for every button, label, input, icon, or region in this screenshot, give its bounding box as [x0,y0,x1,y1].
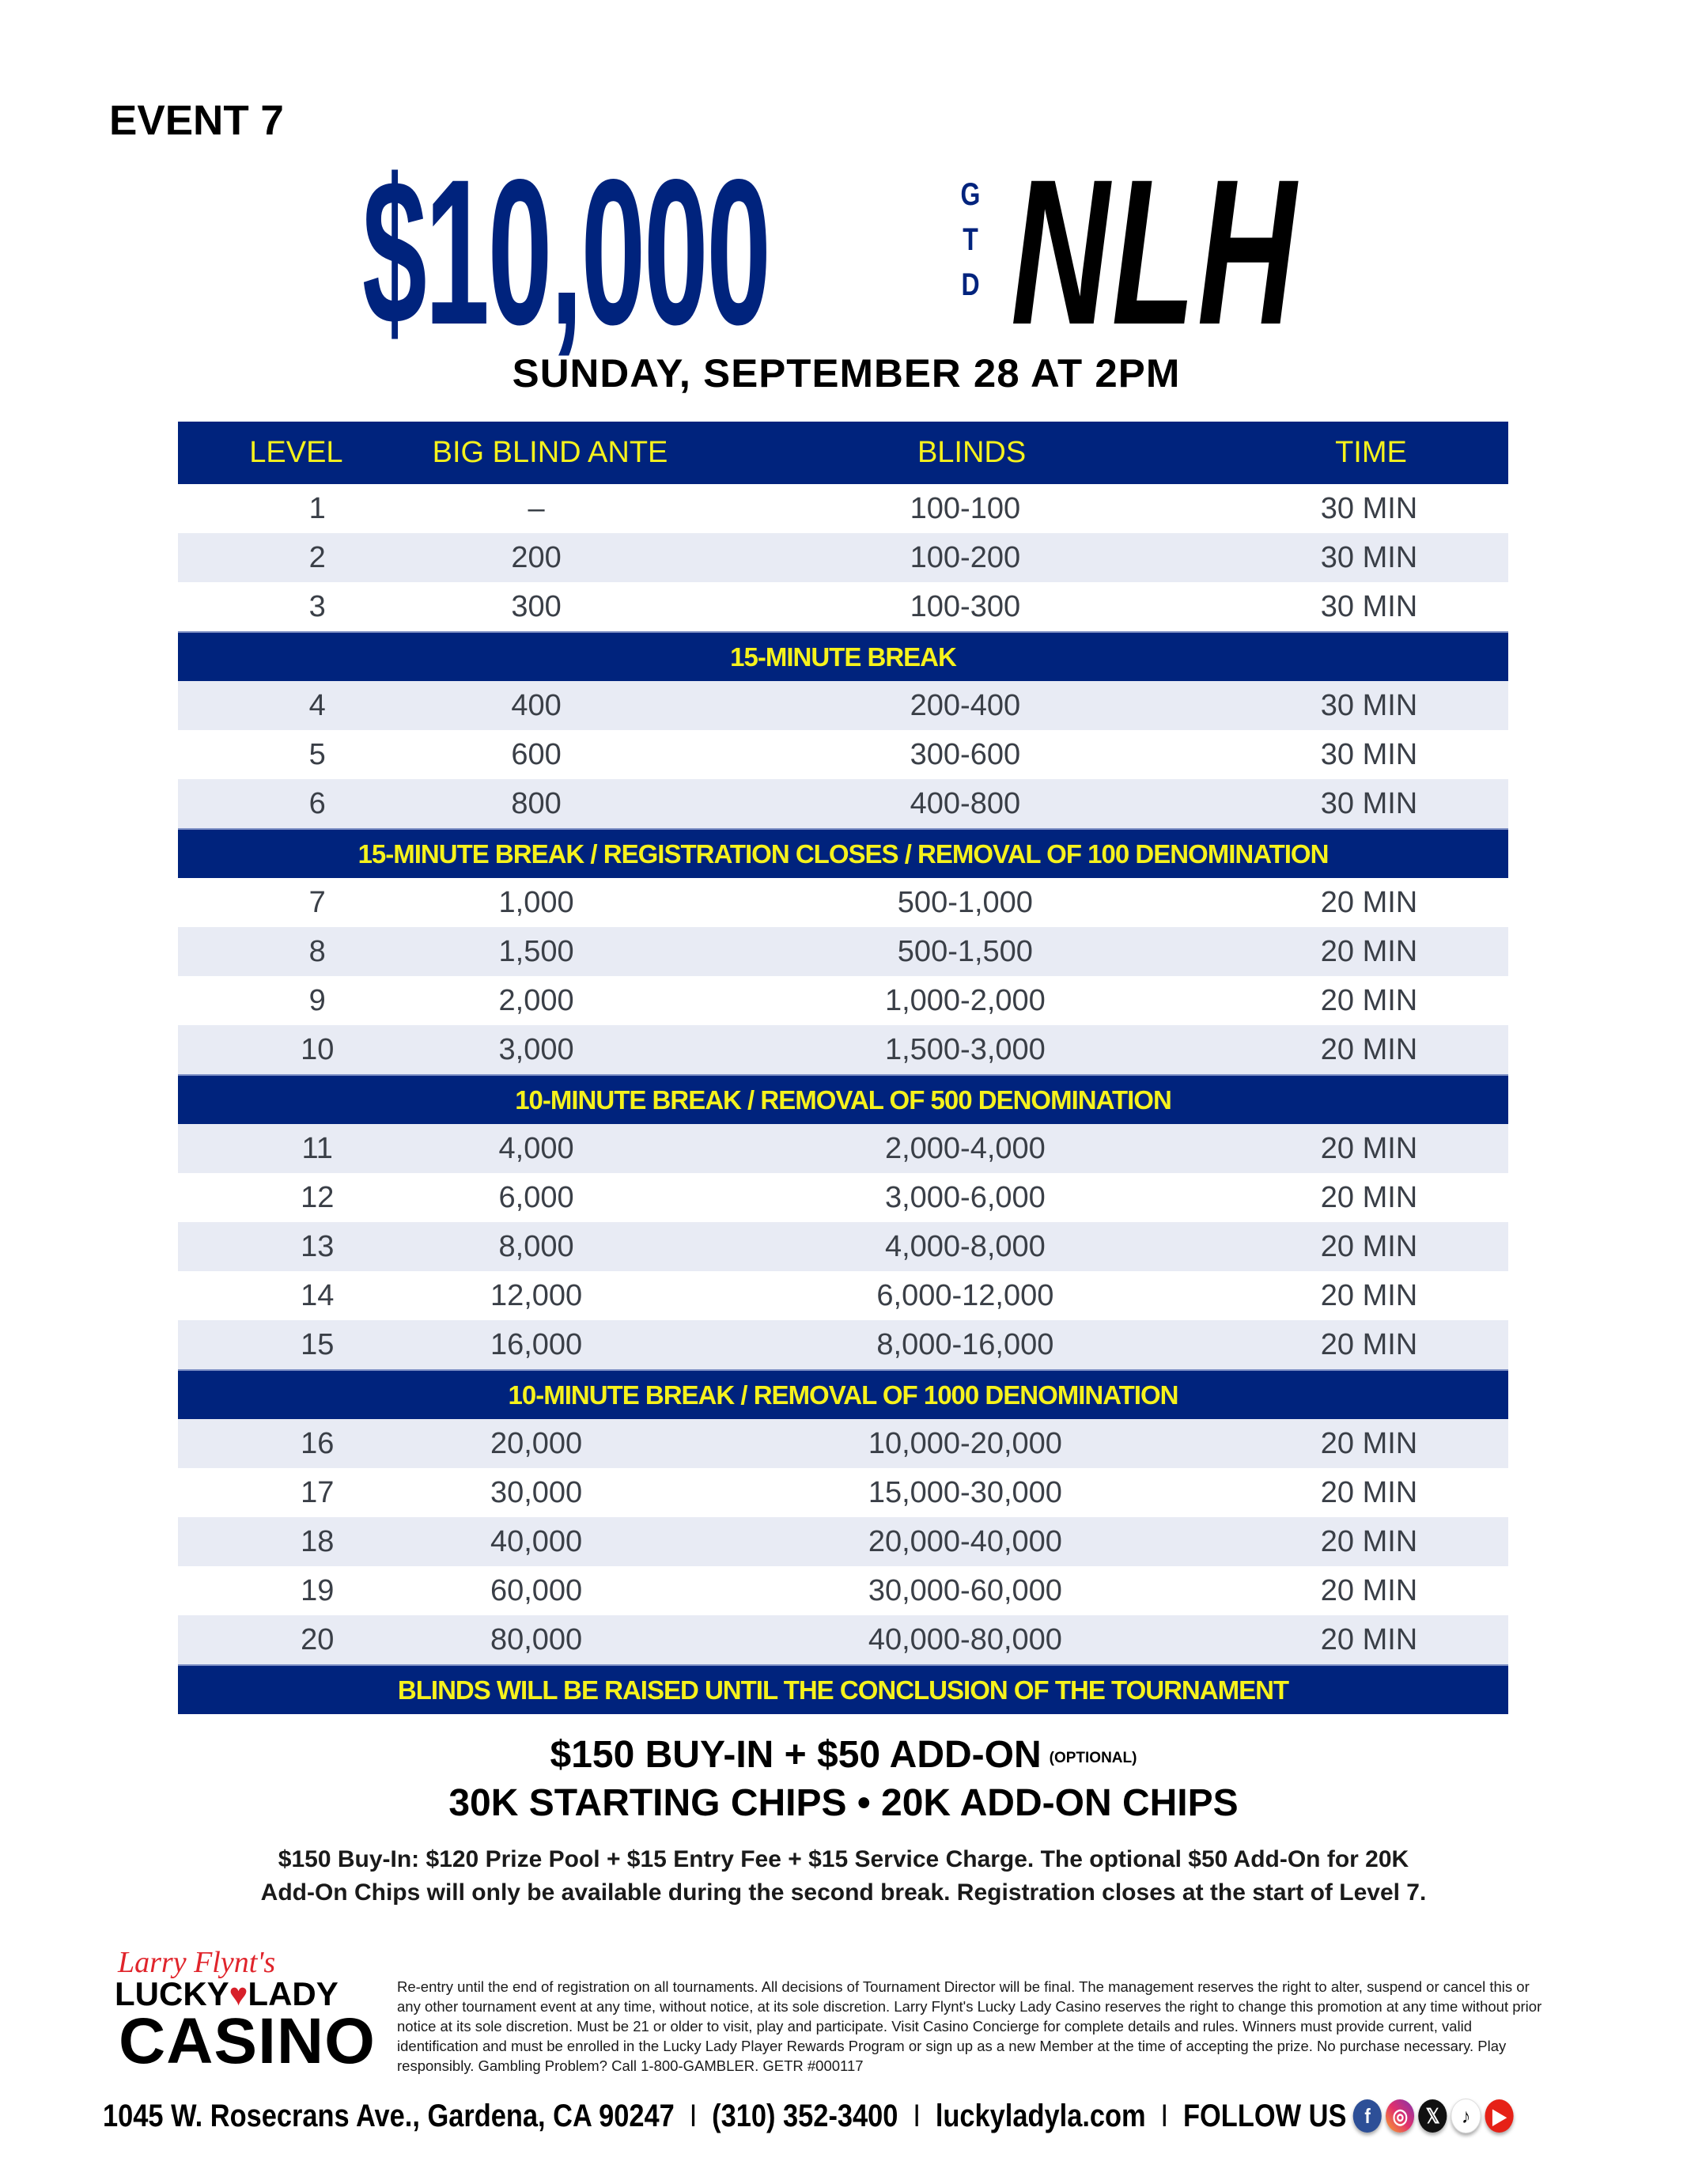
ante-cell: 12,000 [490,1278,583,1312]
level-cell: 20 [301,1622,335,1656]
level-cell: 8 [308,934,326,968]
tiktok-icon[interactable]: ♪ [1451,2099,1481,2133]
break-row [178,1664,1508,1714]
level-cell: 10 [301,1032,335,1066]
level-cell: 2 [308,540,326,574]
event-label: EVENT 7 [109,97,284,144]
ante-cell: 200 [511,540,562,574]
blinds-cell: 6,000-12,000 [876,1278,1054,1312]
level-row [178,779,1508,828]
logo-lucky: LUCKY [115,1975,229,2012]
level-row [178,582,1508,631]
buyin-summary [0,1736,1687,1774]
ante-cell: 800 [511,786,562,820]
ante-cell: 8,000 [498,1229,574,1263]
instagram-icon[interactable]: ◎ [1386,2099,1414,2133]
time-cell: 20 MIN [1320,983,1418,1017]
header-level: LEVEL [249,436,343,469]
game-type: NLH [1011,136,1299,368]
time-cell: 30 MIN [1320,737,1418,771]
time-cell: 20 MIN [1320,1475,1418,1509]
level-cell: 17 [301,1475,335,1509]
time-cell: 20 MIN [1320,934,1418,968]
blinds-cell: 30,000-60,000 [868,1573,1062,1607]
optional-note: (OPTIONAL) [1049,1750,1137,1766]
level-row [178,681,1508,730]
logo-script: Larry Flynt's [118,1946,276,1979]
level-cell: 5 [308,737,326,771]
level-row [178,1615,1508,1664]
break-text: 10-MINUTE BREAK / REMOVAL OF 1000 DENOMINATION [508,1380,1178,1410]
level-cell: 6 [308,786,326,820]
table-body [178,484,1508,1714]
level-cell: 11 [301,1131,333,1165]
level-row [178,1468,1508,1517]
break-text: 10-MINUTE BREAK / REMOVAL OF 500 DENOMINATION [515,1084,1171,1115]
break-text: 15-MINUTE BREAK [730,642,956,672]
time-cell: 20 MIN [1320,1426,1418,1460]
level-row [178,1566,1508,1615]
time-cell: 20 MIN [1320,1278,1418,1312]
ante-cell: 1,000 [498,885,574,919]
level-cell: 1 [308,491,326,525]
blinds-cell: 15,000-30,000 [868,1475,1062,1509]
level-row [178,1173,1508,1222]
website-link[interactable]: luckyladyla.com [935,2098,1146,2133]
separator: I [913,2098,921,2133]
phone[interactable]: (310) 352-3400 [712,2098,898,2133]
title [0,136,1687,368]
level-row [178,1517,1508,1566]
level-row [178,1271,1508,1320]
time-cell: 20 MIN [1320,1180,1418,1214]
blinds-cell: 200-400 [910,688,1021,722]
level-cell: 15 [301,1327,335,1361]
blinds-cell: 2,000-4,000 [884,1131,1046,1165]
time-cell: 20 MIN [1320,1622,1418,1656]
blinds-cell: 20,000-40,000 [868,1524,1062,1558]
time-cell: 30 MIN [1320,540,1418,574]
time-cell: 20 MIN [1320,1327,1418,1361]
buyin-details-line: Add-On Chips will only be available during the second break. Registration closes at the start of Level 7. [260,1879,1427,1906]
time-cell: 30 MIN [1320,491,1418,525]
separator: I [1160,2098,1169,2133]
level-row [178,927,1508,976]
separator: I [689,2098,698,2133]
blinds-cell: 500-1,500 [897,934,1033,968]
time-cell: 20 MIN [1320,1573,1418,1607]
ante-cell: 60,000 [490,1573,583,1607]
time-cell: 20 MIN [1320,885,1418,919]
break-row [178,631,1508,681]
gtd-letter: G [960,177,981,212]
gtd-label [958,172,983,308]
logo-lady: LADY [248,1975,339,2012]
logo-casino: CASINO [119,2005,376,2077]
ante-cell: 6,000 [498,1180,574,1214]
blinds-cell: 10,000-20,000 [868,1426,1062,1460]
time-cell: 20 MIN [1320,1032,1418,1066]
time-cell: 20 MIN [1320,1229,1418,1263]
time-cell: 30 MIN [1320,589,1418,623]
level-row [178,484,1508,533]
level-row [178,730,1508,779]
time-cell: 20 MIN [1320,1131,1418,1165]
blinds-cell: 1,500-3,000 [884,1032,1046,1066]
blinds-cell: 3,000-6,000 [884,1180,1046,1214]
level-row [178,1320,1508,1369]
guarantee-amount: $10,000 [362,136,770,368]
ante-cell: 30,000 [490,1475,583,1509]
ante-cell: 300 [511,589,562,623]
level-row [178,1025,1508,1074]
break-text: BLINDS WILL BE RAISED UNTIL THE CONCLUSION OF THE TOURNAMENT [397,1675,1289,1705]
ante-cell: 4,000 [498,1131,574,1165]
table-header [178,422,1508,484]
time-cell: 30 MIN [1320,688,1418,722]
address: 1045 W. Rosecrans Ave., Gardena, CA 90247 [103,2098,675,2133]
level-row [178,533,1508,582]
ante-cell: – [528,491,545,525]
chips-summary: 30K STARTING CHIPS • 20K ADD-ON CHIPS [448,1782,1239,1824]
break-text: 15-MINUTE BREAK / REGISTRATION CLOSES / REMOVAL OF 100 DENOMINATION [357,838,1329,869]
level-row [178,1124,1508,1173]
blinds-cell: 40,000-80,000 [868,1622,1062,1656]
follow-label: FOLLOW US [1183,2098,1347,2133]
ante-cell: 16,000 [490,1327,583,1361]
gtd-letter: T [963,222,978,257]
casino-logo [115,1946,376,2077]
facebook-icon[interactable]: f [1353,2099,1382,2133]
level-cell: 13 [301,1229,335,1263]
blinds-cell: 300-600 [910,737,1021,771]
level-row [178,1222,1508,1271]
header-blinds: BLINDS [917,436,1027,469]
blinds-cell: 1,000-2,000 [884,983,1046,1017]
blinds-cell: 8,000-16,000 [876,1327,1054,1361]
blinds-cell: 4,000-8,000 [884,1229,1046,1263]
event-date: SUNDAY, SEPTEMBER 28 AT 2PM [512,351,1181,396]
level-cell: 12 [301,1180,335,1214]
heart-icon: ♥ [229,1978,248,2012]
ante-cell: 1,500 [498,934,574,968]
break-row [178,1369,1508,1419]
social-icons [1353,2099,1518,2133]
ante-cell: 3,000 [498,1032,574,1066]
break-row [178,828,1508,878]
buyin-details [158,1843,1529,1910]
blinds-cell: 100-200 [910,540,1021,574]
level-cell: 19 [301,1573,335,1607]
level-cell: 7 [308,885,326,919]
level-row [178,1419,1508,1468]
ante-cell: 2,000 [498,983,574,1017]
level-row [178,976,1508,1025]
buyin-details-line: $150 Buy-In: $120 Prize Pool + $15 Entry Fee + $15 Service Charge. The optional $50 Add-On for 20K [278,1846,1409,1872]
x-icon[interactable]: 𝕏 [1419,2099,1447,2133]
blinds-cell: 100-300 [910,589,1021,623]
level-cell: 18 [301,1524,335,1558]
ante-cell: 600 [511,737,562,771]
blinds-cell: 500-1,000 [897,885,1033,919]
ante-cell: 40,000 [490,1524,583,1558]
level-cell: 9 [308,983,326,1017]
ante-cell: 20,000 [490,1426,583,1460]
ante-cell: 80,000 [490,1622,583,1656]
footer [103,2098,1518,2134]
buyin-main: $150 BUY-IN + $50 ADD-ON [550,1734,1042,1776]
youtube-icon[interactable]: ▶ [1485,2099,1514,2133]
time-cell: 30 MIN [1320,786,1418,820]
blinds-cell: 400-800 [910,786,1021,820]
header-time: TIME [1335,436,1407,469]
level-row [178,878,1508,927]
time-cell: 20 MIN [1320,1524,1418,1558]
blinds-cell: 100-100 [910,491,1021,525]
disclaimer: Re-entry until the end of registration on all tournaments. All decisions of Tournament Director will be final. The management reserves the right to alter, suspend or cancel this or any other tournament event at any time, without notice, at its sole discretion. Larry Flynt's Lucky Lady Casino reserves the right to change this promotion at any time without prior notice at its sole discretion. Must be 21 or older to visit, play and participate. Visit Casino Concierge for complete details and rules. Winners must provide current, valid identification and must be enrolled in the Lucky Lady Player Rewards Program or sign up as a new Member at the time of accepting the prize. No purchase necessary. Play responsibly. Gambling Problem? Call 1-800-GAMBLER. GETR #000117 [397,1978,1542,2074]
ante-cell: 400 [511,688,562,722]
break-row [178,1074,1508,1124]
gtd-letter: D [961,267,980,302]
level-cell: 4 [308,688,326,722]
level-cell: 14 [301,1278,335,1312]
blind-structure-table [178,422,1508,1714]
level-cell: 16 [301,1426,335,1460]
header-ante: BIG BLIND ANTE [432,436,668,469]
level-cell: 3 [308,589,326,623]
